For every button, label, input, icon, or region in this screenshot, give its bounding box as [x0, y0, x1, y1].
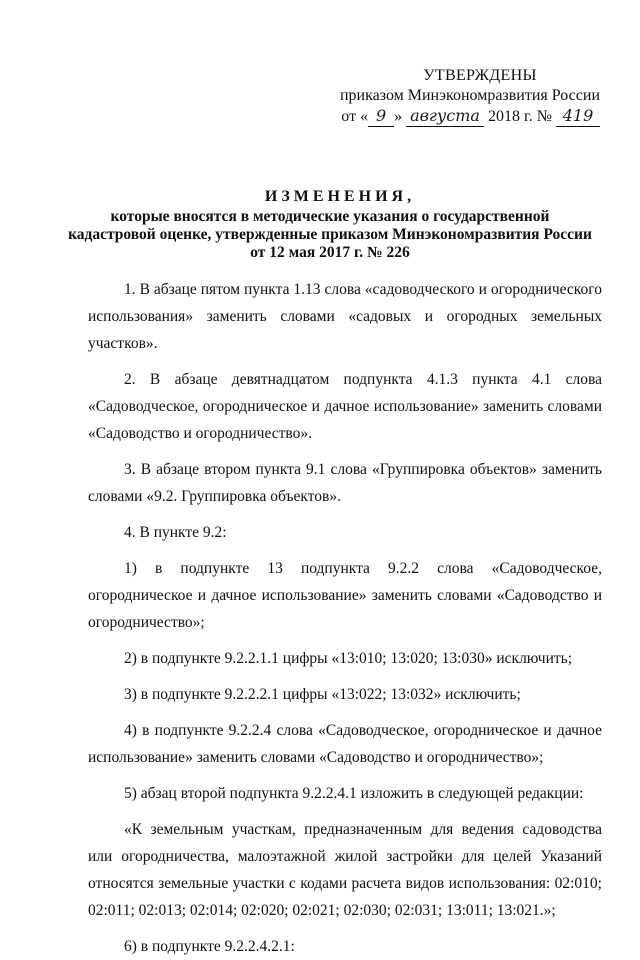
- heading-line-2: кадастровой оценке, утвержденные приказом Минэкономразвития России: [68, 226, 592, 243]
- paragraph: 1) в подпункте 13 подпункта 9.2.2 слова «Садоводческое, огородническое и дачное использование» заменить словами «Садоводство и огородничество»;: [88, 560, 602, 631]
- approval-block: [320, 66, 600, 127]
- approval-order-line: приказом Минэкономразвития России: [339, 87, 600, 104]
- paragraph: 6) в подпункте 9.2.2.4.2.1:: [124, 938, 295, 955]
- paragraph: 3. В абзаце втором пункта 9.1 слова «Группировка объектов» заменить словами «9.2. Группировка объектов».: [88, 461, 602, 505]
- heading-line-3: от 12 мая 2017 г. № 226: [250, 244, 410, 261]
- heading-title: ИЗМЕНЕНИЯ,: [264, 188, 416, 205]
- date-prefix: от «: [341, 108, 369, 125]
- paragraph: 4. В пункте 9.2:: [124, 524, 227, 541]
- approval-title: УТВЕРЖДЕНЫ: [423, 67, 537, 84]
- paragraph: 3) в подпункте 9.2.2.2.1 цифры «13:022; 13:032» исключить;: [124, 686, 521, 703]
- paragraph: «К земельным участкам, предназначенным для ведения садоводства или огородничества, малоэтажной жилой застройки для целей Указаний относятся земельные участки с кодами расчета видов использования: 02:010; 02:011; 02:013; 02:014; 02:020; 02:021; 02:030; 02:031; 13:011; 13:021.»;: [88, 821, 602, 919]
- handwritten-day: 9: [368, 106, 394, 127]
- paragraph: 2. В абзаце девятнадцатом подпункта 4.1.3 пункта 4.1 слова «Садоводческое, огородническое и дачное использование» заменить словами «Садоводство и огородничество».: [88, 371, 602, 442]
- paragraph: 1. В абзаце пятом пункта 1.13 слова «садоводческого и огороднического использования» заменить словами «садовых и огородных земельных участков».: [88, 281, 602, 352]
- year-text: 2018 г. №: [487, 108, 552, 125]
- handwritten-month: августа: [406, 106, 484, 127]
- document-body: [88, 276, 602, 960]
- paragraph: 5) абзац второй подпункта 9.2.2.4.1 изложить в следующей редакции:: [124, 785, 584, 802]
- date-mid: »: [394, 108, 403, 125]
- paragraph: 2) в подпункте 9.2.2.1.1 цифры «13:010; 13:020; 13:030» исключить;: [124, 650, 573, 667]
- heading-line-1: которые вносятся в методические указания о государственной: [110, 208, 550, 225]
- document-heading: [60, 188, 600, 262]
- handwritten-order-number: 419: [556, 106, 600, 127]
- paragraph: 4) в подпункте 9.2.2.4 слова «Садоводческое, огородническое и дачное использование» заменить словами «Садоводство и огородничество»;: [88, 722, 602, 766]
- approval-date-line: [320, 106, 600, 127]
